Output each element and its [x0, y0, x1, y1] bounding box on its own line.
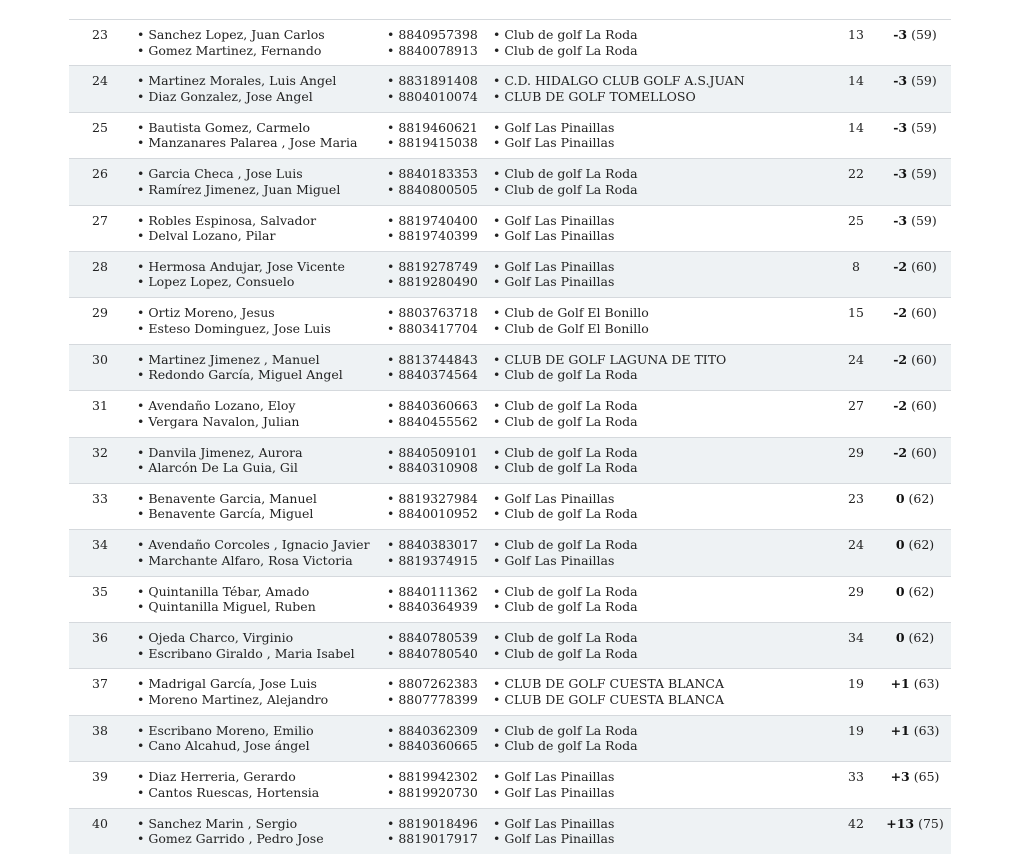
score-to-par: -3: [893, 212, 908, 228]
players-cell: [137, 723, 314, 754]
result-cell: [882, 398, 948, 414]
player-name: • Diaz Herreria, Gerardo: [137, 769, 319, 785]
license-number: • 8840374564: [387, 367, 478, 383]
score-to-par: -3: [893, 119, 908, 135]
player-name: • Benavente Garcia, Manuel: [137, 491, 317, 507]
player-name: • Sanchez Lopez, Juan Carlos: [137, 27, 325, 43]
score-to-par: -2: [893, 444, 908, 460]
table-row: [69, 65, 951, 111]
player-name: • Gomez Martinez, Fernando: [137, 43, 325, 59]
license-number: • 8819017917: [387, 831, 478, 847]
club-name: • Club de golf La Roda: [493, 398, 638, 414]
club-name: • Club de golf La Roda: [493, 584, 638, 600]
licenses-cell: [387, 166, 478, 197]
table-row: [69, 344, 951, 390]
position-cell: 25: [92, 119, 108, 135]
result-cell: [882, 213, 948, 229]
player-name: • Ramírez Jimenez, Juan Miguel: [137, 182, 340, 198]
license-number: • 8840010952: [387, 506, 478, 522]
club-name: • Club de Golf El Bonillo: [493, 305, 649, 321]
position-cell: 34: [92, 537, 108, 553]
clubs-cell: [493, 352, 726, 383]
position-cell: 39: [92, 769, 108, 785]
licenses-cell: [387, 352, 478, 383]
handicap-cell: 34: [848, 630, 864, 646]
license-number: • 8831891408: [387, 73, 478, 89]
total-strokes: (62): [908, 537, 935, 553]
license-number: • 8819920730: [387, 785, 478, 801]
club-name: • Club de golf La Roda: [493, 43, 638, 59]
club-name: • Golf Las Pinaillas: [493, 213, 614, 229]
clubs-cell: [493, 537, 638, 568]
score-to-par: -3: [893, 166, 908, 182]
license-number: • 8819415038: [387, 135, 478, 151]
clubs-cell: [493, 584, 638, 615]
clubs-cell: [493, 630, 638, 661]
club-name: • Club de golf La Roda: [493, 182, 638, 198]
player-name: • Delval Lozano, Pilar: [137, 228, 316, 244]
score-to-par: 0: [895, 583, 905, 599]
clubs-cell: [493, 816, 614, 847]
license-number: • 8819740399: [387, 228, 478, 244]
players-cell: [137, 305, 331, 336]
score-to-par: +1: [890, 722, 910, 738]
licenses-cell: [387, 723, 478, 754]
player-name: • Martinez Morales, Luis Angel: [137, 73, 336, 89]
position-cell: 29: [92, 305, 108, 321]
table-row: [69, 761, 951, 807]
position-cell: 35: [92, 583, 108, 599]
handicap-cell: 19: [848, 676, 864, 692]
handicap-cell: 29: [848, 444, 864, 460]
handicap-cell: 25: [848, 212, 864, 228]
player-name: • Manzanares Palarea , Jose Maria: [137, 135, 357, 151]
table-row: [69, 622, 951, 668]
table-row: [69, 19, 951, 65]
club-name: • CLUB DE GOLF CUESTA BLANCA: [493, 692, 724, 708]
total-strokes: (60): [911, 258, 937, 274]
players-cell: [137, 166, 340, 197]
total-strokes: (59): [911, 212, 937, 228]
player-name: • Escribano Giraldo , Maria Isabel: [137, 646, 355, 662]
clubs-cell: [493, 723, 638, 754]
position-cell: 26: [92, 166, 108, 182]
handicap-cell: 29: [848, 583, 864, 599]
clubs-cell: [493, 445, 638, 476]
score-to-par: +1: [890, 676, 910, 692]
licenses-cell: [387, 213, 478, 244]
licenses-cell: [387, 73, 478, 104]
player-name: • Gomez Garrido , Pedro Jose: [137, 831, 324, 847]
license-number: • 8840780539: [387, 630, 478, 646]
club-name: • Club de golf La Roda: [493, 599, 638, 615]
handicap-cell: 13: [848, 27, 864, 42]
player-name: • Escribano Moreno, Emilio: [137, 723, 314, 739]
handicap-cell: 23: [848, 490, 864, 506]
club-name: • Club de golf La Roda: [493, 460, 638, 476]
license-number: • 8840362309: [387, 723, 478, 739]
player-name: • Garcia Checa , Jose Luis: [137, 166, 340, 182]
player-name: • Moreno Martinez, Alejandro: [137, 692, 328, 708]
result-cell: [882, 676, 948, 692]
score-to-par: 0: [895, 490, 905, 506]
players-cell: [137, 816, 324, 847]
score-to-par: 0: [895, 537, 905, 553]
clubs-cell: [493, 259, 614, 290]
license-number: • 8840364939: [387, 599, 478, 615]
table-row: [69, 483, 951, 529]
club-name: • Club de golf La Roda: [493, 738, 638, 754]
club-name: • Club de golf La Roda: [493, 445, 638, 461]
player-name: • Alarcón De La Guia, Gil: [137, 460, 303, 476]
license-number: • 8819278749: [387, 259, 478, 275]
player-name: • Ortiz Moreno, Jesus: [137, 305, 331, 321]
licenses-cell: [387, 630, 478, 661]
score-to-par: -2: [893, 351, 908, 367]
license-number: • 8840780540: [387, 646, 478, 662]
license-number: • 8819460621: [387, 120, 478, 136]
total-strokes: (59): [911, 119, 937, 135]
result-cell: [882, 723, 948, 739]
position-cell: 33: [92, 490, 108, 506]
club-name: • Club de golf La Roda: [493, 27, 638, 43]
clubs-cell: [493, 166, 638, 197]
players-cell: [137, 259, 345, 290]
licenses-cell: [387, 537, 478, 568]
club-name: • Golf Las Pinaillas: [493, 816, 614, 832]
position-cell: 23: [92, 27, 108, 42]
license-number: • 8840183353: [387, 166, 478, 182]
position-cell: 27: [92, 212, 108, 228]
player-name: • Avendaño Lozano, Eloy: [137, 398, 299, 414]
score-to-par: -3: [893, 27, 908, 42]
position-cell: 24: [92, 73, 108, 89]
handicap-cell: 15: [848, 305, 864, 321]
licenses-cell: [387, 27, 478, 58]
club-name: • Club de golf La Roda: [493, 367, 726, 383]
position-cell: 28: [92, 258, 108, 274]
licenses-cell: [387, 259, 478, 290]
handicap-cell: 14: [848, 73, 864, 89]
table-row: [69, 808, 951, 854]
license-number: • 8819942302: [387, 769, 478, 785]
players-cell: [137, 491, 317, 522]
position-cell: 37: [92, 676, 108, 692]
total-strokes: (59): [911, 27, 937, 42]
result-cell: [882, 630, 948, 646]
club-name: • CLUB DE GOLF LAGUNA DE TITO: [493, 352, 726, 368]
total-strokes: (62): [908, 490, 935, 506]
position-cell: 31: [92, 398, 108, 414]
result-cell: [882, 491, 948, 507]
player-name: • Bautista Gomez, Carmelo: [137, 120, 357, 136]
player-name: • Hermosa Andujar, Jose Vicente: [137, 259, 345, 275]
players-cell: [137, 213, 316, 244]
license-number: • 8819327984: [387, 491, 478, 507]
players-cell: [137, 445, 303, 476]
handicap-cell: 27: [848, 398, 864, 414]
score-to-par: -3: [893, 73, 908, 89]
table-row: [69, 668, 951, 714]
players-cell: [137, 676, 328, 707]
total-strokes: (63): [913, 722, 940, 738]
player-name: • Robles Espinosa, Salvador: [137, 213, 316, 229]
license-number: • 8803763718: [387, 305, 478, 321]
table-row: [69, 205, 951, 251]
total-strokes: (60): [911, 305, 937, 321]
license-number: • 8819374915: [387, 553, 478, 569]
club-name: • Golf Las Pinaillas: [493, 274, 614, 290]
license-number: • 8840509101: [387, 445, 478, 461]
table-row: [69, 297, 951, 343]
license-number: • 8804010074: [387, 89, 478, 105]
result-cell: [882, 120, 948, 136]
player-name: • Avendaño Corcoles , Ignacio Javier: [137, 537, 370, 553]
result-cell: [882, 259, 948, 275]
total-strokes: (65): [913, 769, 940, 785]
position-cell: 36: [92, 630, 108, 646]
result-cell: [882, 305, 948, 321]
table-row: [69, 112, 951, 158]
players-cell: [137, 630, 355, 661]
score-to-par: +3: [890, 769, 910, 785]
player-name: • Sanchez Marin , Sergio: [137, 816, 324, 832]
result-cell: [882, 166, 948, 182]
club-name: • Club de golf La Roda: [493, 506, 638, 522]
total-strokes: (62): [908, 630, 935, 646]
total-strokes: (63): [913, 676, 940, 692]
players-cell: [137, 537, 370, 568]
player-name: • Esteso Dominguez, Jose Luis: [137, 321, 331, 337]
score-to-par: -2: [893, 258, 908, 274]
license-number: • 8840455562: [387, 414, 478, 430]
players-cell: [137, 352, 343, 383]
licenses-cell: [387, 816, 478, 847]
total-strokes: (60): [911, 444, 937, 460]
total-strokes: (59): [911, 73, 937, 89]
handicap-cell: 42: [848, 815, 864, 831]
clubs-cell: [493, 676, 724, 707]
player-name: • Redondo García, Miguel Angel: [137, 367, 343, 383]
player-name: • Marchante Alfaro, Rosa Victoria: [137, 553, 370, 569]
result-cell: [882, 769, 948, 785]
player-name: • Cantos Ruescas, Hortensia: [137, 785, 319, 801]
total-strokes: (75): [918, 815, 944, 831]
club-name: • Golf Las Pinaillas: [493, 259, 614, 275]
table-row: [69, 529, 951, 575]
clubs-cell: [493, 213, 614, 244]
handicap-cell: 24: [848, 537, 864, 553]
players-cell: [137, 584, 316, 615]
player-name: • Diaz Gonzalez, Jose Angel: [137, 89, 336, 105]
score-to-par: -2: [893, 305, 908, 321]
license-number: • 8840111362: [387, 584, 478, 600]
results-table: [69, 19, 951, 854]
player-name: • Ojeda Charco, Virginio: [137, 630, 355, 646]
player-name: • Quintanilla Tébar, Amado: [137, 584, 316, 600]
club-name: • Golf Las Pinaillas: [493, 769, 614, 785]
club-name: • Club de golf La Roda: [493, 630, 638, 646]
player-name: • Quintanilla Miguel, Ruben: [137, 599, 316, 615]
position-cell: 30: [92, 351, 108, 367]
result-cell: [882, 27, 948, 43]
table-row: [69, 390, 951, 436]
score-to-par: 0: [895, 630, 905, 646]
club-name: • Club de golf La Roda: [493, 723, 638, 739]
club-name: • Club de golf La Roda: [493, 166, 638, 182]
handicap-cell: 33: [848, 769, 864, 785]
clubs-cell: [493, 769, 614, 800]
club-name: • Club de Golf El Bonillo: [493, 321, 649, 337]
license-number: • 8819740400: [387, 213, 478, 229]
license-number: • 8840800505: [387, 182, 478, 198]
licenses-cell: [387, 491, 478, 522]
player-name: • Madrigal García, Jose Luis: [137, 676, 328, 692]
result-cell: [882, 537, 948, 553]
position-cell: 38: [92, 722, 108, 738]
result-cell: [882, 445, 948, 461]
players-cell: [137, 120, 357, 151]
total-strokes: (62): [908, 583, 935, 599]
clubs-cell: [493, 120, 614, 151]
clubs-cell: [493, 398, 638, 429]
clubs-cell: [493, 491, 638, 522]
license-number: • 8819018496: [387, 816, 478, 832]
table-row: [69, 158, 951, 204]
club-name: • Golf Las Pinaillas: [493, 120, 614, 136]
clubs-cell: [493, 305, 649, 336]
result-cell: [882, 73, 948, 89]
players-cell: [137, 398, 299, 429]
club-name: • Club de golf La Roda: [493, 537, 638, 553]
position-cell: 40: [92, 815, 108, 831]
result-cell: [882, 352, 948, 368]
total-strokes: (60): [911, 351, 937, 367]
license-number: • 8840360663: [387, 398, 478, 414]
total-strokes: (60): [911, 398, 937, 414]
table-row: [69, 437, 951, 483]
player-name: • Martinez Jimenez , Manuel: [137, 352, 343, 368]
score-to-par: -2: [893, 398, 908, 414]
license-number: • 8840383017: [387, 537, 478, 553]
handicap-cell: 24: [848, 351, 864, 367]
club-name: • CLUB DE GOLF TOMELLOSO: [493, 89, 745, 105]
license-number: • 8840957398: [387, 27, 478, 43]
clubs-cell: [493, 27, 638, 58]
player-name: • Lopez Lopez, Consuelo: [137, 274, 345, 290]
club-name: • Club de golf La Roda: [493, 646, 638, 662]
licenses-cell: [387, 584, 478, 615]
license-number: • 8840360665: [387, 738, 478, 754]
handicap-cell: 19: [848, 722, 864, 738]
players-cell: [137, 27, 325, 58]
table-row: [69, 715, 951, 761]
licenses-cell: [387, 120, 478, 151]
license-number: • 8840078913: [387, 43, 478, 59]
club-name: • Golf Las Pinaillas: [493, 491, 638, 507]
table-row: [69, 251, 951, 297]
player-name: • Benavente García, Miguel: [137, 506, 317, 522]
players-cell: [137, 73, 336, 104]
total-strokes: (59): [911, 166, 937, 182]
license-number: • 8803417704: [387, 321, 478, 337]
clubs-cell: [493, 73, 745, 104]
club-name: • Golf Las Pinaillas: [493, 785, 614, 801]
player-name: • Danvila Jimenez, Aurora: [137, 445, 303, 461]
license-number: • 8807262383: [387, 676, 478, 692]
players-cell: [137, 769, 319, 800]
handicap-cell: 14: [848, 119, 864, 135]
club-name: • Golf Las Pinaillas: [493, 553, 638, 569]
result-cell: [882, 584, 948, 600]
score-to-par: +13: [886, 815, 915, 831]
handicap-cell: 8: [852, 258, 860, 274]
result-cell: [882, 816, 948, 832]
table-row: [69, 576, 951, 622]
licenses-cell: [387, 398, 478, 429]
handicap-cell: 22: [848, 166, 864, 182]
player-name: • Vergara Navalon, Julian: [137, 414, 299, 430]
licenses-cell: [387, 769, 478, 800]
position-cell: 32: [92, 444, 108, 460]
club-name: • Golf Las Pinaillas: [493, 228, 614, 244]
licenses-cell: [387, 445, 478, 476]
club-name: • CLUB DE GOLF CUESTA BLANCA: [493, 676, 724, 692]
license-number: • 8840310908: [387, 460, 478, 476]
club-name: • Golf Las Pinaillas: [493, 135, 614, 151]
licenses-cell: [387, 305, 478, 336]
player-name: • Cano Alcahud, Jose ángel: [137, 738, 314, 754]
license-number: • 8819280490: [387, 274, 478, 290]
license-number: • 8813744843: [387, 352, 478, 368]
club-name: • Golf Las Pinaillas: [493, 831, 614, 847]
club-name: • Club de golf La Roda: [493, 414, 638, 430]
licenses-cell: [387, 676, 478, 707]
club-name: • C.D. HIDALGO CLUB GOLF A.S.JUAN: [493, 73, 745, 89]
license-number: • 8807778399: [387, 692, 478, 708]
